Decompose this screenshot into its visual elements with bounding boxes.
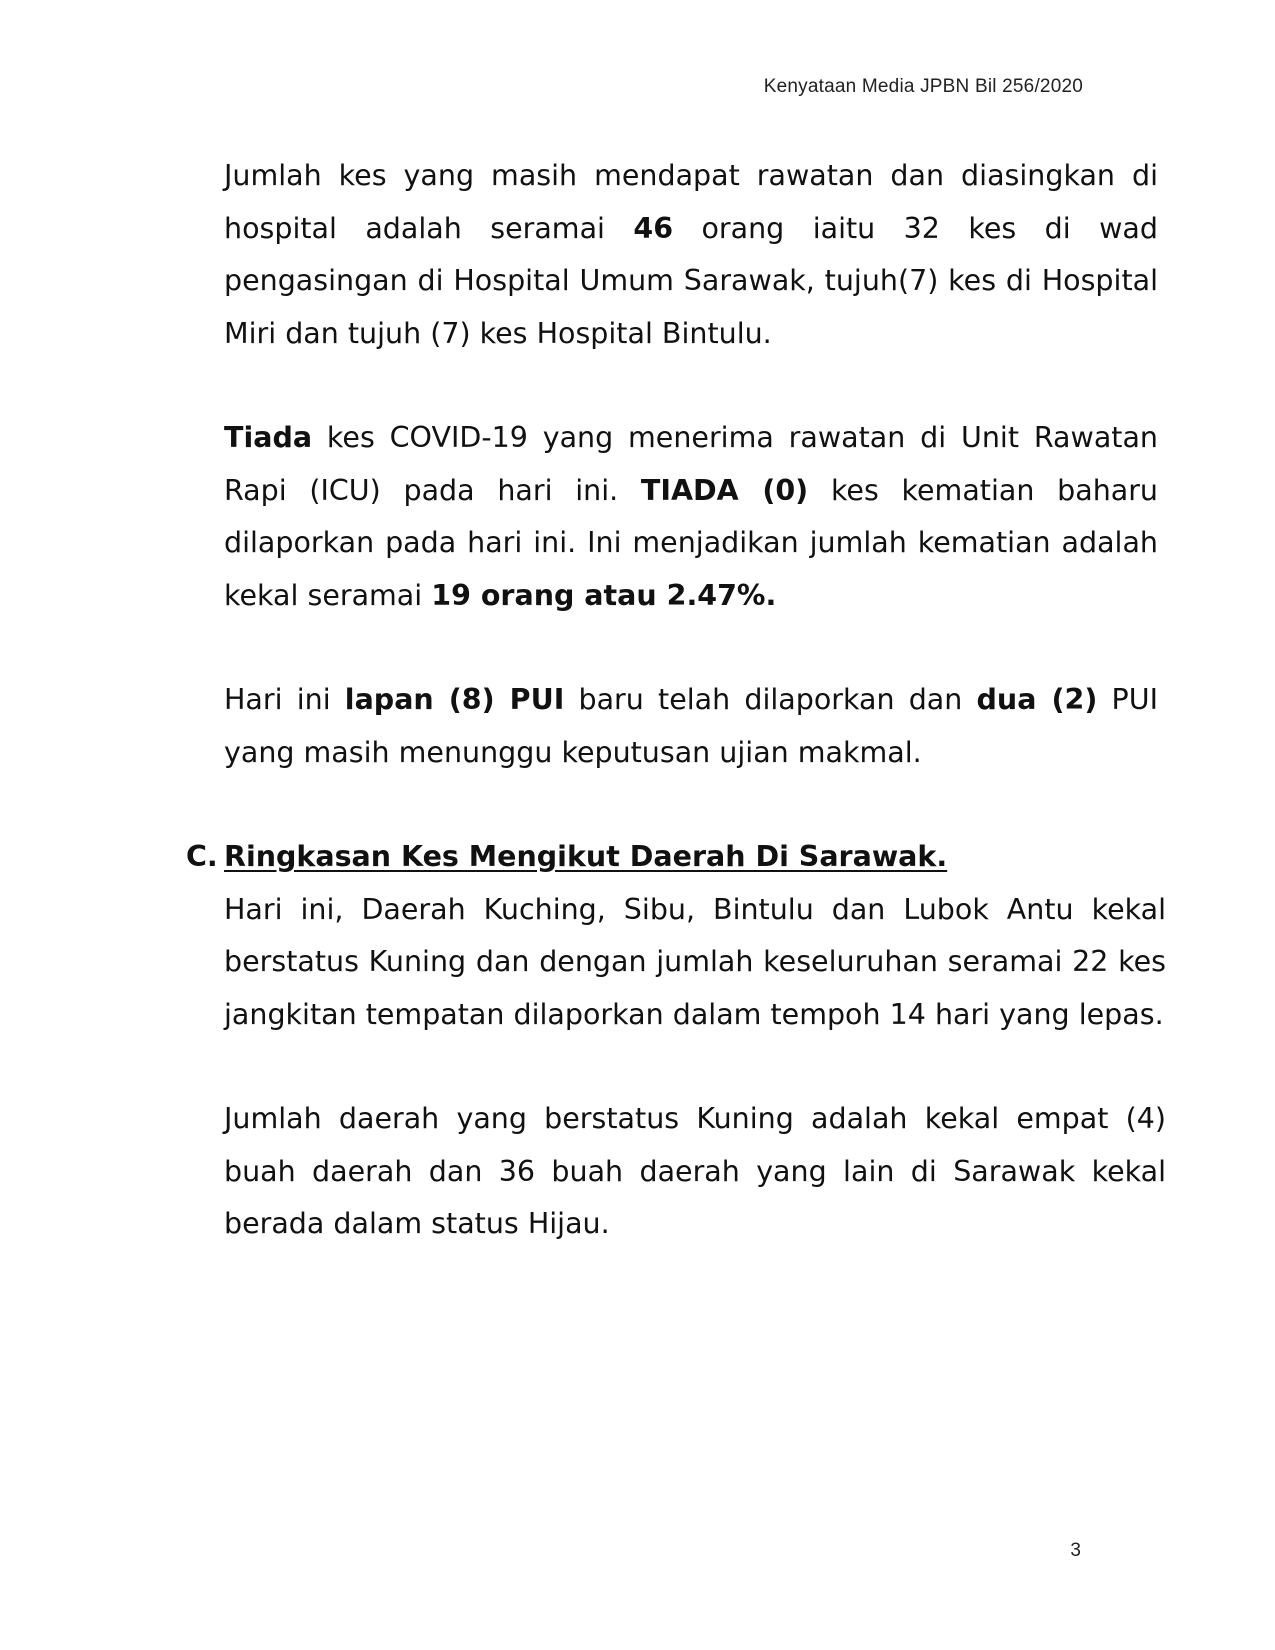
paragraph-hospital-cases xyxy=(224,150,1158,360)
section-title: Ringkasan Kes Mengikut Daerah Di Sarawak. xyxy=(224,840,948,873)
section-letter: C. xyxy=(186,840,218,873)
bold-text: Tiada xyxy=(224,421,313,454)
paragraph-district-status: Jumlah daerah yang berstatus Kuning adalah kekal empat (4) buah daerah dan 36 buah daerah yang lain di Sarawak kekal berada dalam status Hijau. xyxy=(224,1102,1166,1240)
section-c xyxy=(186,831,1166,1251)
paragraph-text: baru telah dilaporkan dan xyxy=(564,683,977,716)
bold-text: 19 orang atau 2.47%. xyxy=(431,578,777,612)
paragraph-text: Jumlah kes yang masih mendapat rawatan dan diasingkan di hospital adalah seramai xyxy=(224,159,1158,245)
paragraph-text: orang iaitu 32 kes di wad pengasingan di Hospital Umum Sarawak, tujuh(7) kes di Hospital Miri dan tujuh (7) kes Hospital Bintulu. xyxy=(224,211,1158,350)
paragraph-text: kes kematian baharu dilaporkan pada hari ini. Ini menjadikan jumlah kematian adalah kekal seramai xyxy=(224,473,1158,612)
page-number: 3 xyxy=(1070,1540,1081,1561)
paragraph-pui xyxy=(224,674,1158,779)
bold-text: lapan (8) PUI xyxy=(344,683,565,716)
paragraph-icu-deaths xyxy=(224,412,1158,622)
bold-text: dua (2) xyxy=(976,683,1098,716)
bold-text: TIADA (0) xyxy=(640,473,809,507)
paragraph-district-summary: Hari ini, Daerah Kuching, Sibu, Bintulu dan Lubok Antu kekal berstatus Kuning dan dengan jumlah keseluruhan seramai 22 kes jangkitan tempatan dilaporkan dalam tempoh 14 hari yang lepas. xyxy=(224,892,1166,1031)
paragraph-text: PUI yang masih menunggu keputusan ujian makmal. xyxy=(224,683,1158,769)
bold-text: 46 xyxy=(633,211,674,245)
paragraph-text: kes COVID-19 yang menerima rawatan di Unit Rawatan Rapi (ICU) pada hari ini. xyxy=(224,421,1158,507)
document-reference: Kenyataan Media JPBN Bil 256/2020 xyxy=(763,76,1083,97)
paragraph-text: Hari ini xyxy=(224,683,345,716)
document-body xyxy=(186,150,1166,1251)
